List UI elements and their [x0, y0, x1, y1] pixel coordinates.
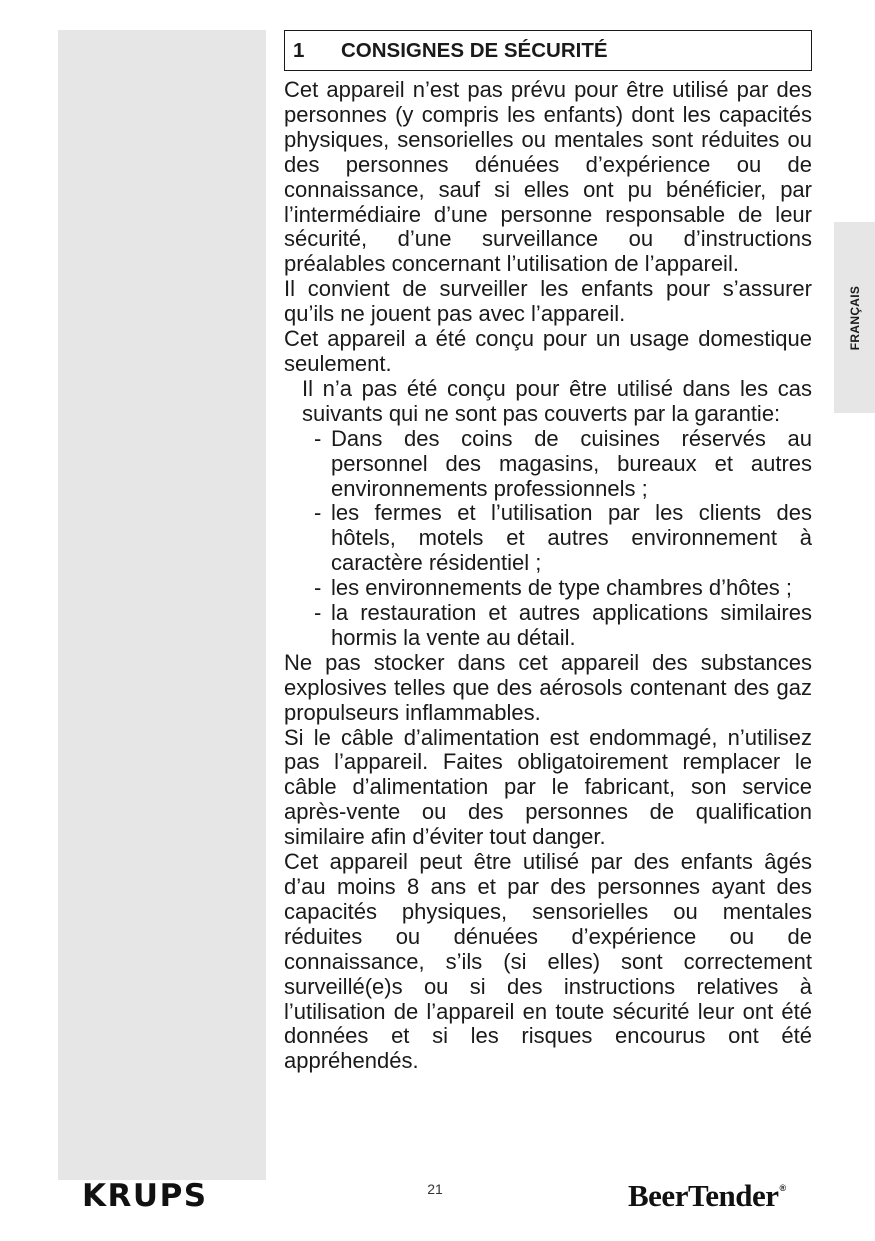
- language-tab: [834, 222, 875, 413]
- safety-instructions-body: [284, 78, 812, 1074]
- section-number: 1: [293, 38, 305, 62]
- exclusions-list: [284, 427, 812, 651]
- krups-logo: KRUPS: [82, 1178, 208, 1214]
- section-title: CONSIGNES DE SÉCURITÉ: [341, 38, 608, 62]
- list-item: - les environnements de type chambres d’hôtes ;: [312, 576, 812, 601]
- left-margin-panel: [58, 30, 266, 1180]
- paragraph-5: Ne pas stocker dans cet appareil des substances explosives telles que des aérosols contenant des gaz propulseurs inflammables.: [284, 649, 812, 725]
- paragraph-7: Cet appareil peut être utilisé par des enfants âgés d’au moins 8 ans et par des personnes ayant des capacités physiques, sensorielles ou mentales réduites ou dénuées d’expérience ou de connaissance, s’ils (si elles) sont correctement surveillé(e)s ou si des instructions relatives à l’utilisation de l’appareil en toute sécurité leur ont été données et si les risques encourus ont été appréhendés.: [284, 849, 812, 1074]
- list-item: - les fermes et l’utilisation par les clients des hôtels, motels et autres environnement à caractère résidentiel ;: [312, 501, 812, 576]
- list-item: - Dans des coins de cuisines réservés au personnel des magasins, bureaux et autres environnements professionnels ;: [312, 427, 812, 502]
- section-header: [284, 30, 812, 71]
- page-number: 21: [427, 1181, 443, 1197]
- paragraph-3: Cet appareil a été conçu pour un usage domestique seulement.: [284, 326, 812, 376]
- paragraph-1: Cet appareil n’est pas prévu pour être utilisé par des personnes (y compris les enfants) dont les capacités physiques, sensorielles ou mentales sont réduites ou des personnes dénuées d’expérience ou de connaissance, sauf si elles ont pu bénéficier, par l’intermédiaire d’une personne responsable de leur sécurité, d’une surveillance ou d’instructions préalables concernant l’utilisation de l’appareil.: [284, 77, 812, 277]
- registered-mark: ®: [779, 1183, 786, 1193]
- beertender-logo: [628, 1178, 786, 1214]
- paragraph-6: Si le câble d’alimentation est endommagé, n’utilisez pas l’appareil. Faites obligatoirement remplacer le câble d’alimentation par le fabricant, son service après-vente ou des personnes de qualification similaire afin d’éviter tout danger.: [284, 724, 812, 850]
- paragraph-4: Il n’a pas été conçu pour être utilisé dans les cas suivants qui ne sont pas couverts par la garantie:: [302, 375, 812, 426]
- list-item: - la restauration et autres applications similaires hormis la vente au détail.: [312, 601, 812, 651]
- beertender-logo-text: BeerTender: [628, 1178, 779, 1213]
- paragraph-2: Il convient de surveiller les enfants pour s’assurer qu’ils ne jouent pas avec l’appareil.: [284, 276, 812, 327]
- language-tab-label: FRANÇAIS: [847, 285, 862, 350]
